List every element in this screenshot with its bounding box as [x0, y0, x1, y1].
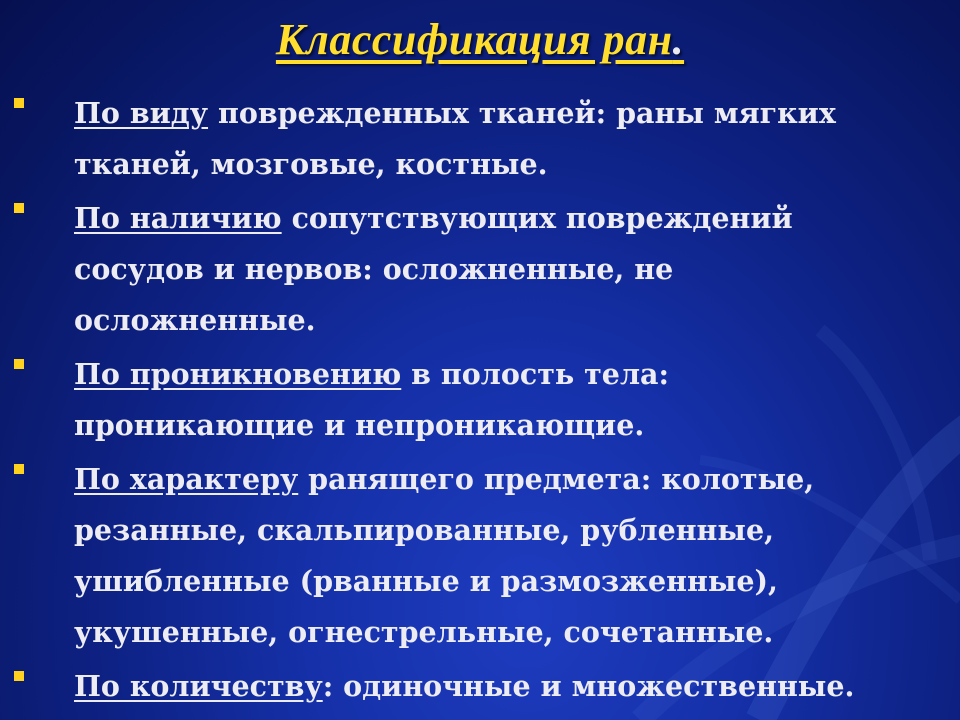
slide-title-text: Классификация ран [275, 15, 673, 64]
list-item-lead: По проникновению [74, 357, 402, 391]
list-item [0, 88, 894, 190]
slide-title-dot: . [672, 15, 685, 64]
square-bullet-icon [14, 98, 24, 108]
list-item-lead: По характеру [74, 462, 299, 496]
list-item-text: поврежденных тканей: раны мягких тканей, мозговые, костные. [74, 96, 836, 181]
list-item-lead: По виду [74, 96, 209, 130]
list-item [0, 661, 894, 712]
list-item [0, 454, 894, 658]
square-bullet-icon [14, 203, 24, 213]
slide-title [0, 14, 960, 65]
square-bullet-icon [14, 671, 24, 681]
list-item-text: : одиночные и множественные. [322, 669, 855, 703]
list-item [0, 193, 894, 346]
list-item-text: сопутствующих повреждений сосудов и нервов: осложненные, не осложненные. [74, 201, 793, 337]
square-bullet-icon [14, 464, 24, 474]
list-item-text: ранящего предмета: колотые, резанные, скальпированные, рубленные, ушибленные (рванные и размозженные), укушенные, огнестрельные, сочетанные. [74, 462, 815, 649]
list-item [0, 349, 894, 451]
list-item-text: в полость тела: проникающие и непроникающие. [74, 357, 670, 442]
list-item-lead: По наличию [74, 201, 282, 235]
list-item-lead: По количеству [74, 669, 323, 703]
classification-list [0, 88, 894, 715]
square-bullet-icon [14, 359, 24, 369]
